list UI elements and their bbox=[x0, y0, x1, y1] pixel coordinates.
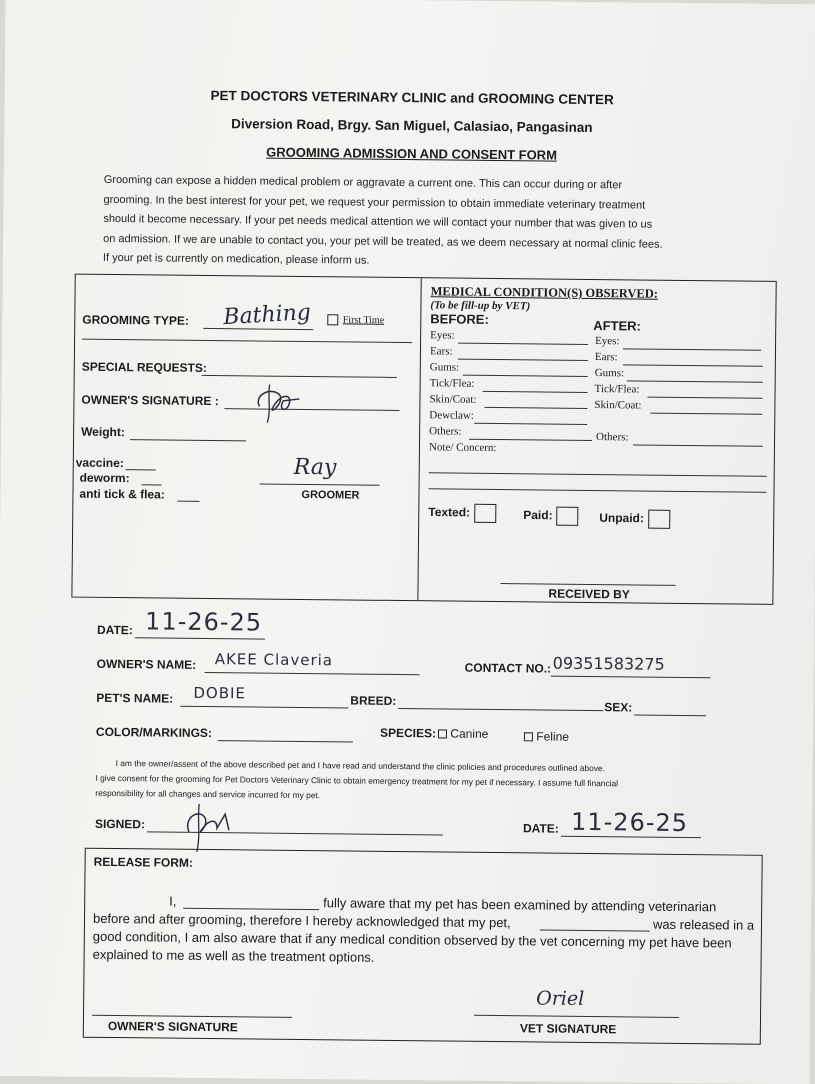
deworm-field[interactable] bbox=[142, 484, 162, 485]
owner-name-label: OWNER'S NAME: bbox=[96, 656, 197, 672]
after-tick-field[interactable] bbox=[648, 397, 763, 399]
grooming-type-label: GROOMING TYPE: bbox=[82, 312, 190, 328]
before-eyes-label: Eyes: bbox=[430, 329, 455, 342]
owner-signature-drawing bbox=[249, 376, 309, 425]
after-gums-field[interactable] bbox=[627, 380, 763, 382]
after-skin-field[interactable] bbox=[650, 413, 762, 415]
owner-signature-release-label: OWNER'S SIGNATURE bbox=[107, 1018, 238, 1035]
first-time-label: First Time bbox=[342, 314, 385, 327]
form-title: GROOMING ADMISSION AND CONSENT FORM bbox=[266, 144, 558, 163]
note-line-2[interactable] bbox=[429, 488, 767, 493]
unpaid-checkbox[interactable] bbox=[648, 510, 670, 529]
after-skin-label: Skin/Coat: bbox=[594, 399, 642, 412]
consent-line-3: responsibility for all changes and service incurred for my pet. bbox=[95, 787, 321, 801]
release-line-2-end: was released in a bbox=[652, 916, 755, 933]
before-eyes-field[interactable] bbox=[458, 343, 588, 345]
before-tick-field[interactable] bbox=[483, 391, 588, 393]
before-others-field[interactable] bbox=[469, 439, 592, 441]
date-field[interactable] bbox=[135, 637, 265, 639]
unpaid-option[interactable] bbox=[599, 509, 670, 529]
groomer-signature-line[interactable] bbox=[260, 484, 380, 486]
before-label: BEFORE: bbox=[430, 311, 489, 327]
clinic-name: PET DOCTORS VETERINARY CLINIC and GROOMING CENTER bbox=[210, 87, 614, 108]
groomer-signature: Ray bbox=[293, 454, 337, 481]
first-time-option[interactable] bbox=[327, 311, 384, 330]
grooming-type-value: Bathing bbox=[222, 300, 312, 331]
canine-label: Canine bbox=[450, 726, 489, 741]
consent-line-2: I give consent for the grooming for Pet Doctors Veterinary Clinic to obtain emergency treatment for my pet if necessary. I assume full financial bbox=[95, 772, 619, 789]
first-time-checkbox[interactable] bbox=[327, 314, 338, 325]
species-label: SPECIES: bbox=[379, 725, 437, 741]
before-dewclaw-field[interactable] bbox=[474, 423, 587, 425]
antitick-label: anti tick & flea: bbox=[79, 486, 165, 502]
contact-label: CONTACT NO.: bbox=[464, 660, 552, 676]
after-label: AFTER: bbox=[593, 318, 642, 334]
paid-option[interactable] bbox=[523, 506, 579, 526]
before-tick-label: Tick/Flea: bbox=[429, 377, 475, 390]
consent-line-1: I am the owner/assent of the above described pet and I have read and understand the clinic policies and procedures outlined above. bbox=[115, 758, 606, 774]
weight-field[interactable] bbox=[130, 439, 246, 441]
canine-option[interactable] bbox=[438, 726, 489, 741]
after-tick-label: Tick/Flea: bbox=[594, 383, 640, 396]
sex-field[interactable] bbox=[634, 714, 706, 716]
before-gums-field[interactable] bbox=[463, 375, 588, 377]
contact-value: 09351583275 bbox=[552, 653, 665, 674]
column-divider bbox=[417, 278, 421, 600]
release-title: RELEASE FORM: bbox=[93, 854, 194, 870]
date-label: DATE: bbox=[96, 622, 133, 638]
breed-label: BREED: bbox=[350, 693, 397, 708]
after-eyes-label: Eyes: bbox=[595, 335, 620, 348]
before-skin-field[interactable] bbox=[484, 407, 587, 409]
texted-label: Texted: bbox=[428, 504, 471, 520]
after-ears-field[interactable] bbox=[623, 364, 763, 366]
received-by-label: RECEIVED BY bbox=[548, 586, 630, 602]
color-field[interactable] bbox=[218, 740, 353, 742]
pet-name-label: PET'S NAME: bbox=[96, 690, 174, 706]
unpaid-label: Unpaid: bbox=[599, 510, 644, 526]
vaccine-field[interactable] bbox=[126, 469, 156, 470]
intro-paragraph: Grooming can expose a hidden medical problem or aggravate a current one. This can occur during or after grooming. In the best interest for your pet, we request your permission to obtain immediate veterinary treatment should it become necessary. If your pet needs medical attention we will contact your number that was given to us on admission. If we are unable to contact you, your pet will be treated, as we deem necessary at normal clinic fees. If your pet is currently on medication, please inform us. bbox=[102, 173, 663, 267]
release-box bbox=[83, 848, 763, 1045]
before-gums-label: Gums: bbox=[429, 361, 460, 374]
after-others-field[interactable] bbox=[633, 444, 763, 446]
clinic-address: Diversion Road, Brgy. San Miguel, Calasiao, Pangasinan bbox=[231, 116, 593, 135]
grooming-type-field[interactable] bbox=[203, 328, 313, 330]
pet-name-field[interactable] bbox=[180, 706, 348, 709]
before-ears-field[interactable] bbox=[458, 359, 588, 361]
release-line-2-start: before and after grooming, therefore I hereby acknowledged that my pet, bbox=[92, 910, 511, 931]
owner-name-value: AKEE Claveria bbox=[214, 650, 334, 670]
release-pet-field[interactable] bbox=[540, 929, 650, 931]
received-by-line[interactable] bbox=[501, 583, 676, 586]
owner-signature-release-line[interactable] bbox=[92, 1015, 292, 1018]
consent-date-label: DATE: bbox=[522, 821, 559, 836]
texted-option[interactable] bbox=[428, 503, 496, 523]
canine-checkbox[interactable] bbox=[438, 730, 447, 739]
grooming-type-extra-line[interactable] bbox=[82, 339, 412, 343]
before-others-label: Others: bbox=[429, 425, 462, 438]
release-line-1-end: fully aware that my pet has been examined by attending veterinarian bbox=[323, 895, 717, 915]
grooming-box bbox=[71, 274, 776, 605]
special-requests-label: SPECIAL REQUESTS: bbox=[81, 359, 208, 375]
release-line-1-start: I, bbox=[169, 893, 177, 909]
before-dewclaw-label: Dewclaw: bbox=[429, 409, 474, 422]
vet-signature-value: Oriel bbox=[536, 987, 585, 1010]
consent-date-value: 11-26-25 bbox=[570, 807, 689, 838]
texted-checkbox[interactable] bbox=[474, 504, 496, 523]
after-others-label: Others: bbox=[596, 431, 629, 444]
color-label: COLOR/MARKINGS: bbox=[95, 724, 213, 741]
weight-label: Weight: bbox=[81, 424, 125, 440]
note-line-1[interactable] bbox=[429, 472, 767, 477]
owner-signature-label: OWNER'S SIGNATURE : bbox=[81, 392, 219, 409]
release-line-3: good condition, I am also aware that if any medical condition observed by the vet concerning my pet have been bbox=[92, 928, 732, 951]
vet-signature-label: VET SIGNATURE bbox=[519, 1021, 617, 1037]
feline-label: Feline bbox=[536, 729, 570, 744]
feline-checkbox[interactable] bbox=[524, 733, 533, 742]
after-ears-label: Ears: bbox=[594, 351, 618, 364]
contact-field[interactable] bbox=[551, 676, 711, 679]
sex-label: SEX: bbox=[604, 700, 633, 715]
groomer-label: GROOMER bbox=[301, 488, 360, 502]
medical-title: MEDICAL CONDITION(S) OBSERVED: bbox=[430, 284, 659, 301]
note-label: Note/ Concern: bbox=[428, 441, 497, 455]
release-line-4: explained to me as well as the treatment options. bbox=[92, 946, 375, 965]
owner-name-field[interactable] bbox=[205, 672, 420, 675]
paid-checkbox[interactable] bbox=[557, 507, 579, 526]
medical-subtitle: (To be fill-up by VET) bbox=[430, 299, 531, 313]
signed-label: SIGNED: bbox=[94, 816, 146, 832]
before-skin-label: Skin/Coat: bbox=[429, 393, 477, 406]
breed-field[interactable] bbox=[398, 708, 603, 711]
signed-signature-drawing bbox=[177, 798, 238, 854]
after-gums-label: Gums: bbox=[594, 367, 625, 380]
after-eyes-field[interactable] bbox=[623, 348, 761, 350]
paid-label: Paid: bbox=[523, 507, 553, 523]
release-name-field[interactable] bbox=[183, 908, 319, 910]
before-ears-label: Ears: bbox=[429, 345, 453, 358]
deworm-label: deworm: bbox=[79, 470, 130, 486]
vaccine-label: vaccine: bbox=[75, 455, 124, 471]
vet-signature-line[interactable] bbox=[474, 1015, 679, 1018]
feline-option[interactable] bbox=[524, 729, 569, 743]
date-value: 11-26-25 bbox=[144, 607, 263, 637]
antitick-field[interactable] bbox=[177, 501, 199, 502]
pet-name-value: DOBIE bbox=[193, 683, 247, 703]
